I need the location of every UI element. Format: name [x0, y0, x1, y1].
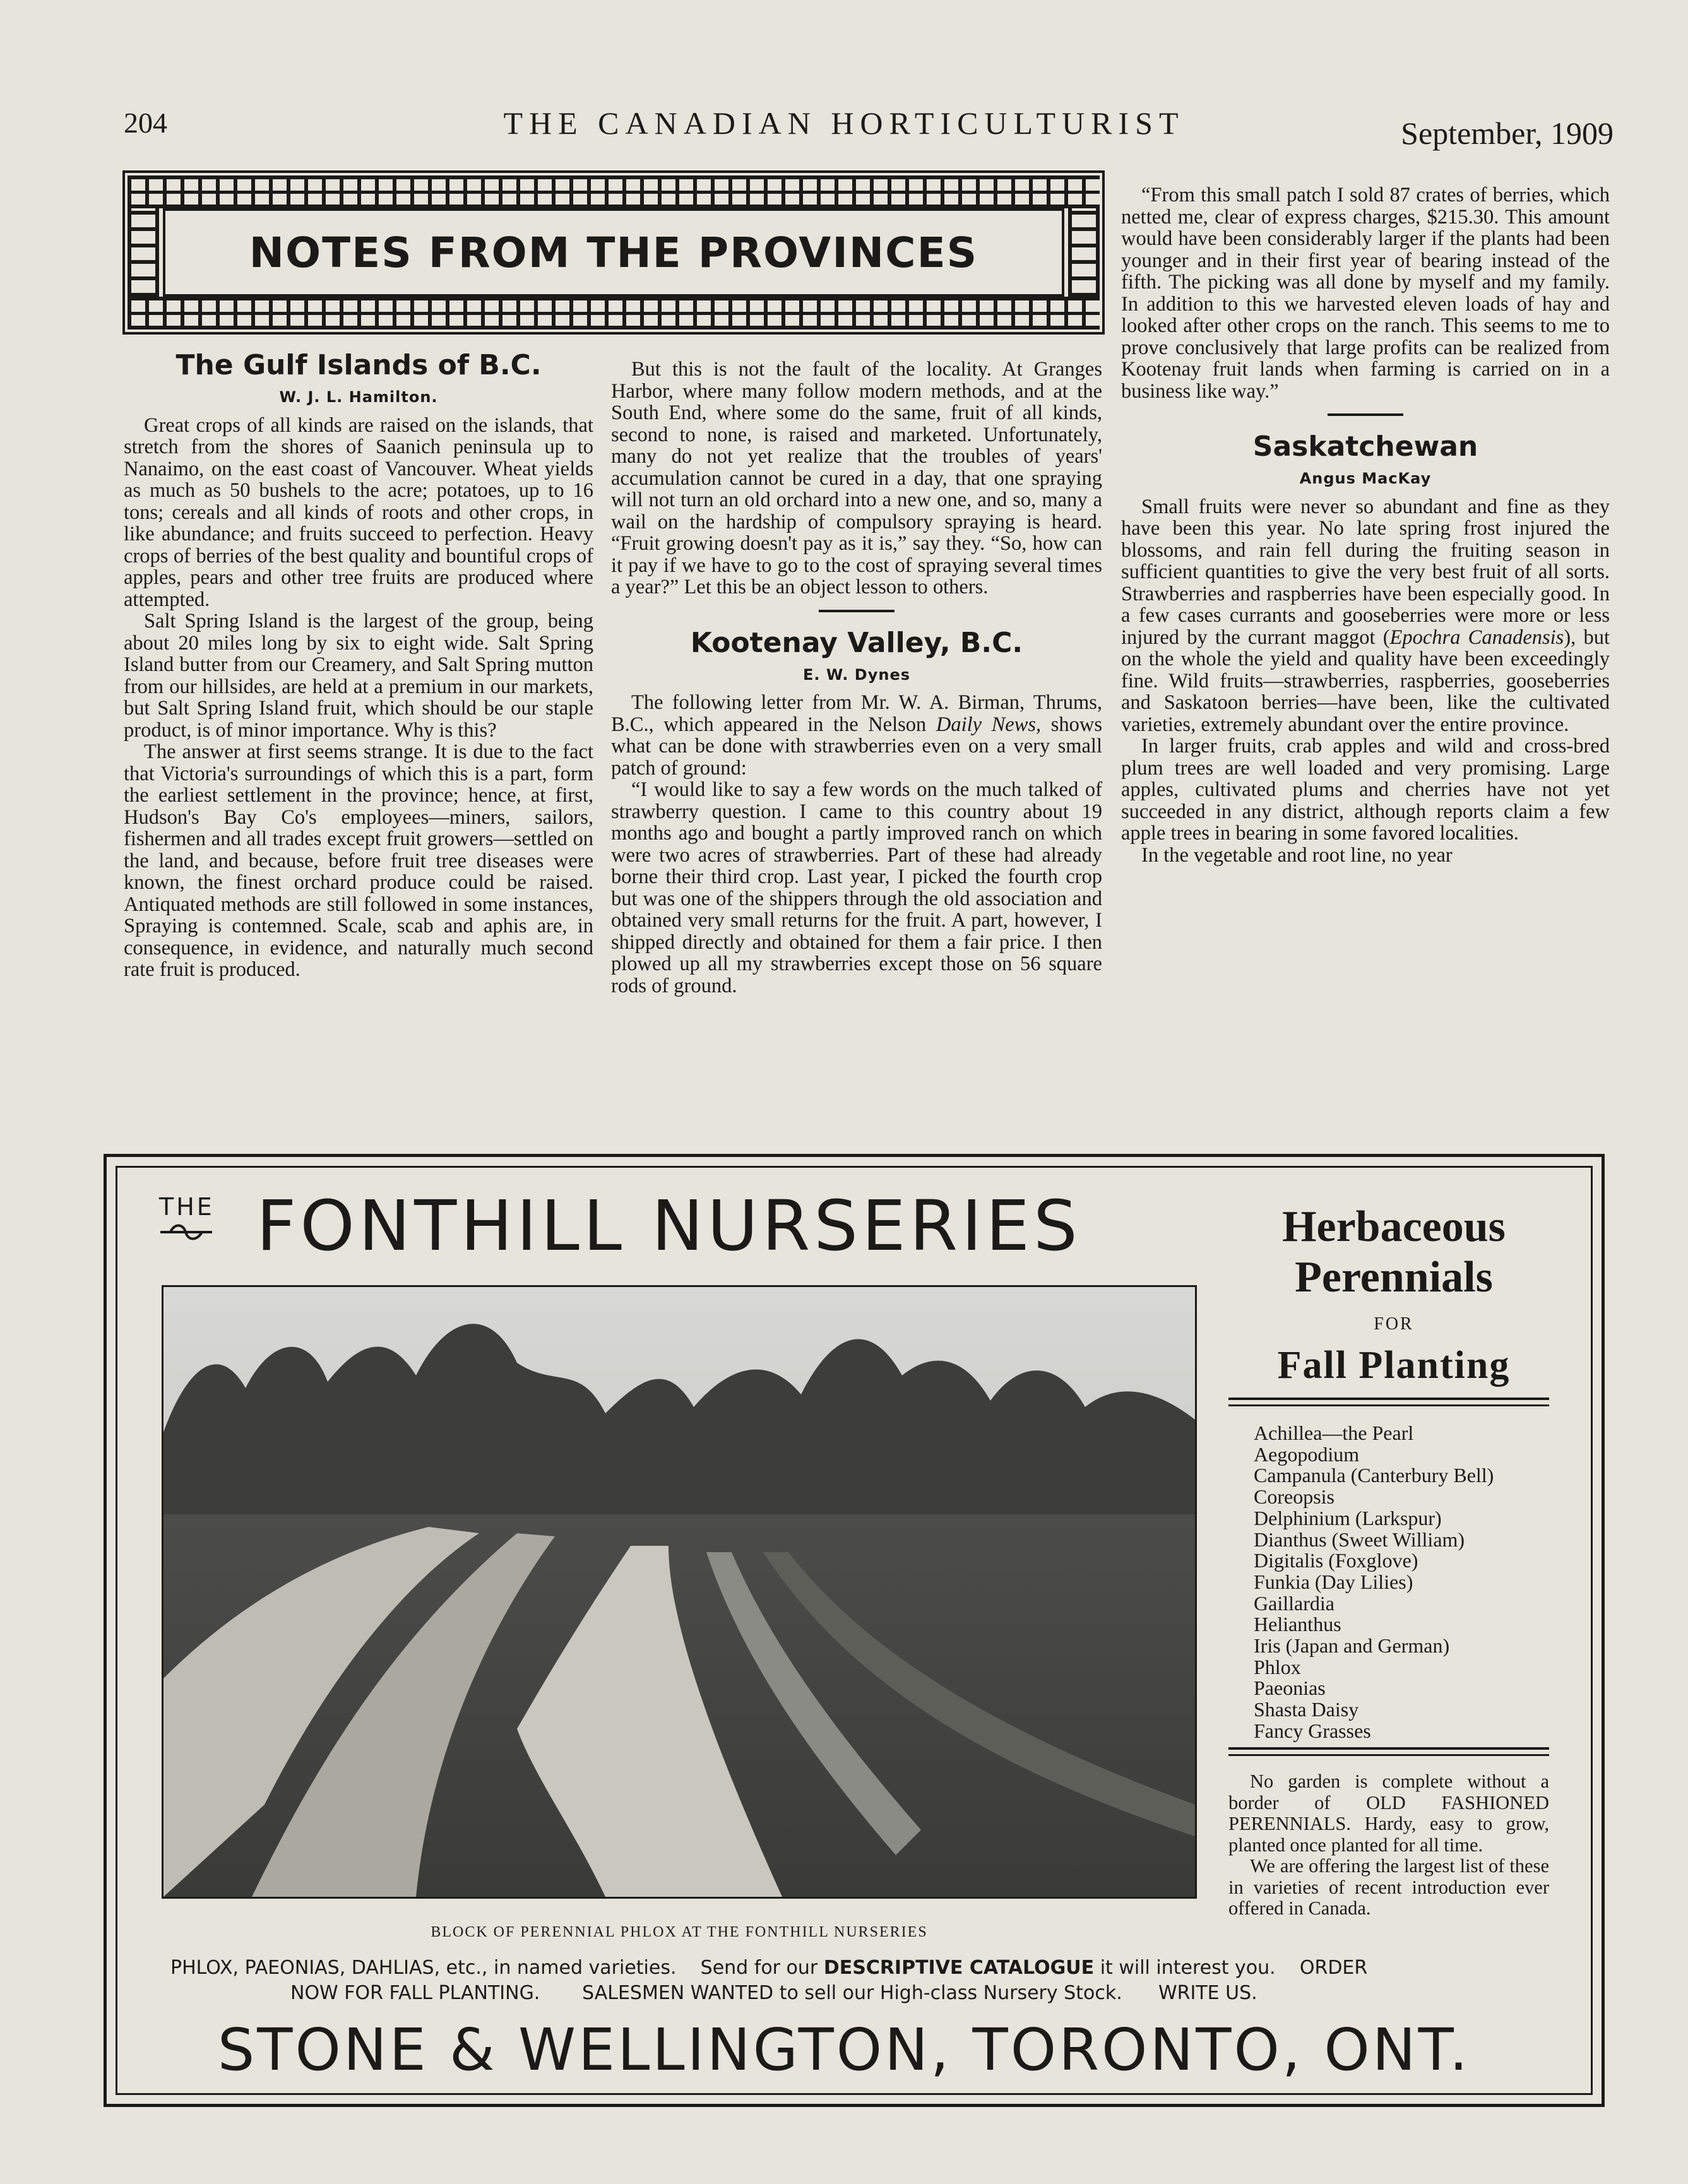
text-run: ORDER: [1299, 1957, 1368, 1979]
ad-blurb: [1228, 1771, 1549, 1920]
issue-date: September, 1909: [1401, 116, 1614, 151]
plant-item: Digitalis (Foxglove): [1254, 1549, 1418, 1572]
text-run: NOW FOR FALL PLANTING.: [290, 1982, 540, 2004]
text-run: to sell our High-class Nursery Stock.: [779, 1982, 1122, 2004]
column-1: [124, 348, 593, 981]
article-title-kootenay: Kootenay Valley, B.C.: [690, 626, 1023, 659]
nursery-name: FONTHILL NURSERIES: [256, 1185, 1081, 1266]
byline-kootenay: E. W. Dynes: [802, 665, 911, 684]
plant-item: Delphinium (Larkspur): [1254, 1506, 1442, 1529]
ad-headline-perennials: Herbaceous Perennials: [1282, 1202, 1506, 1302]
plant-item: Iris (Japan and German): [1254, 1634, 1450, 1658]
section-banner: [122, 170, 1105, 335]
text-run: it will interest you.: [1100, 1957, 1276, 1979]
page-number: 204: [124, 107, 167, 139]
plant-list: [1254, 1423, 1494, 1742]
paragraph: Salt Spring Island is the largest of the group, being about 20 miles long by six to eight wide. Salt Spring Island butter from our Creamery, and Salt Spring mutton from our hillsides, are held at a premium in our markets, but Salt Spring Island fruit, which should be our staple product, is of minor importance. Why is this?: [124, 610, 593, 742]
ad-blurb-paragraph: We are offering the largest list of these in varieties of recent introduction ever offered in Canada.: [1228, 1855, 1549, 1919]
section-divider: [1328, 413, 1403, 416]
double-rule: [1228, 1747, 1549, 1756]
ad-order-text: [170, 1956, 1559, 2006]
ad-the-label: THE: [159, 1193, 215, 1221]
text-run: PHLOX, PAEONIAS, DAHLIAS, etc., in named varieties.: [170, 1957, 677, 1979]
ad-for-label: FOR: [1374, 1314, 1414, 1334]
text-run: ), but on the whole the yield and quality have been exceedingly fine. Wild fruits—strawberries, raspberries, gooseberries and Saskatoon berries—have been, like the cultivated varieties, extremely abundant over the entire province.: [1121, 626, 1610, 736]
double-rule: [1228, 1398, 1549, 1406]
byline-gulf-islands: W. J. L. Hamilton.: [279, 388, 438, 406]
paragraph: The answer at first seems strange. It is due to the fact that Victoria's surroundings of which this is a part, form the earliest settlement in the province; hence, at first, Hudson's Bay Co's employees—miners, sailors, fishermen and all trades except fruit growers—settled on the land, and because, before fruit tree diseases were known, the finest orchard produce could be raised. Antiquated methods are still followed in some instances, Spraying is contemned. Scale, scab and aphis are, in consequence, in evidence, and naturally much second rate fruit is produced.: [124, 740, 593, 981]
paragraph: But this is not the fault of the locality. At Granges Harbor, where many follow modern methods, and at the South End, where some do the same, fruit of all kinds, second to none, is raised and marketed. Unfortunately, many do not yet realize that the troubles of years' accumulation cannot be cured in a day, that one spraying will not turn an old orchard into a new one, and so, many a wail on the hardship of compulsory spraying is heard. “Fruit growing doesn't pay as it is,” say they. “So, how can it pay if we have to go to the cost of spraying several times a year?” Let this be an object lesson to others.: [611, 358, 1102, 598]
magazine-title: THE CANADIAN HORTICULTURIST: [503, 105, 1185, 141]
paragraph: Great crops of all kinds are raised on the islands, that stretch from the shores of Saanich peninsula up to Nanaimo, on the east coast of Vancouver. Wheat yields as much as 50 bushels to the acre; potatoes, up to 16 tons; cereals and all kinds of roots and other crops, in like abundance; and fruits succeed to perfection. Heavy crops of berries of the best quality and bountiful crops of apples, pears and other tree fruits are produced where attempted.: [124, 413, 593, 611]
plant-item: Campanula (Canterbury Bell): [1254, 1464, 1494, 1487]
paragraph: “From this small patch I sold 87 crates of berries, which netted me, clear of express charges, $215.30. This amount would have been considerably larger if the plants had been younger and in their first year of bearing instead of the fifth. The picking was all done by myself and my family. In addition to this we harvested eleven loads of hay and looked after other crops on the ranch. This seems to me to prove conclusively that large profits can be realized from Kootenay fruit lands when farming is carried on in a business like way.”: [1121, 184, 1610, 403]
species-name: Epochra Canadensis: [1389, 626, 1564, 649]
newspaper-name: Daily News,: [936, 713, 1042, 736]
plant-item: Funkia (Day Lilies): [1254, 1570, 1413, 1593]
leaf-ornament-icon: [158, 1221, 215, 1243]
section-title: NOTES FROM THE PROVINCES: [249, 228, 978, 277]
text-run: The following letter from Mr. W. A. Birman, Thrums, B.C., which appeared in the Nelson: [611, 691, 1102, 736]
phlox-field-image: [163, 1287, 1195, 1897]
banner-inner-frame: [163, 208, 1064, 297]
plant-item: Gaillardia: [1254, 1591, 1334, 1615]
text-run: Small fruits were never so abundant and fine as they have been this year. No late spring frost injured the blossoms, and rain fell during the fruiting season in sufficient quantities to give the very best fruit of all sorts. Strawberries and raspberries have been especially good. In a few cases currants and gooseberries were more or less injured by the currant maggot (: [1121, 495, 1610, 649]
text-run: WRITE US.: [1158, 1982, 1257, 2004]
paragraph: [1121, 496, 1610, 736]
plant-item: Paeonias: [1254, 1677, 1326, 1700]
text-run: SALESMEN WANTED: [582, 1982, 774, 2004]
plant-item: Phlox: [1254, 1655, 1301, 1678]
plant-item: Coreopsis: [1254, 1485, 1334, 1509]
plant-item: Fancy Grasses: [1254, 1719, 1371, 1742]
text-run: Send for our: [700, 1957, 818, 1979]
text-run: shows what can be done with strawberries even on a very small patch of ground:: [611, 713, 1102, 780]
paragraph: [611, 692, 1102, 779]
column-3: [1121, 184, 1610, 866]
ad-headline-fall-planting: Fall Planting: [1277, 1344, 1511, 1387]
greek-key-border-bottom: [128, 297, 1100, 329]
plant-item: Dianthus (Sweet William): [1254, 1528, 1465, 1551]
paragraph: In the vegetable and root line, no year: [1141, 843, 1453, 867]
plant-item: Achillea—the Pearl: [1254, 1421, 1414, 1444]
phlox-field-photo: [162, 1285, 1197, 1899]
greek-key-border-left: [128, 208, 159, 297]
firm-name: STONE & WELLINGTON, TORONTO, ONT.: [217, 2016, 1471, 2084]
greek-key-border-top: [128, 175, 1100, 208]
paragraph: “I would like to say a few words on the much talked of strawberry question. I came to this country about 19 months ago and bought a partly improved ranch on which were two acres of strawberries. Part of these had already borne their third crop. Last year, I picked the fourth crop but was one of the shippers through the old association and obtained very small returns for the fruit. A part, however, I shipped directly and obtained for them a fair price. I then plowed up all my strawberries except those on 56 square rods of ground.: [611, 778, 1102, 997]
plant-item: Aegopodium: [1254, 1442, 1360, 1466]
section-divider: [819, 610, 895, 612]
article-title-saskatchewan: Saskatchewan: [1252, 430, 1478, 463]
photo-caption: BLOCK OF PERENNIAL PHLOX AT THE FONTHILL NURSERIES: [431, 1924, 928, 1940]
plant-item: Helianthus: [1254, 1613, 1341, 1636]
ad-blurb-paragraph: No garden is complete without a border of OLD FASHIONED PERENNIALS. Hardy, easy to grow, planted once planted for all time.: [1228, 1771, 1549, 1856]
catalogue-emphasis: DESCRIPTIVE CATALOGUE: [823, 1957, 1095, 1979]
ad-order-line: [170, 1981, 1559, 2006]
ad-order-line: [170, 1956, 1559, 1981]
article-title-gulf-islands: The Gulf Islands of B.C.: [175, 349, 542, 381]
greek-key-border-right: [1068, 208, 1100, 297]
column-2: [611, 359, 1102, 997]
plant-item: Shasta Daisy: [1254, 1698, 1359, 1721]
byline-saskatchewan: Angus MacKay: [1299, 470, 1432, 487]
paragraph: In larger fruits, crab apples and wild and cross-bred plum trees are well loaded and very promising. Large apples, cultivated plums and cherries have not yet succeeded in any district, although reports claim a few apple trees in bearing in some favored localities.: [1121, 735, 1610, 845]
